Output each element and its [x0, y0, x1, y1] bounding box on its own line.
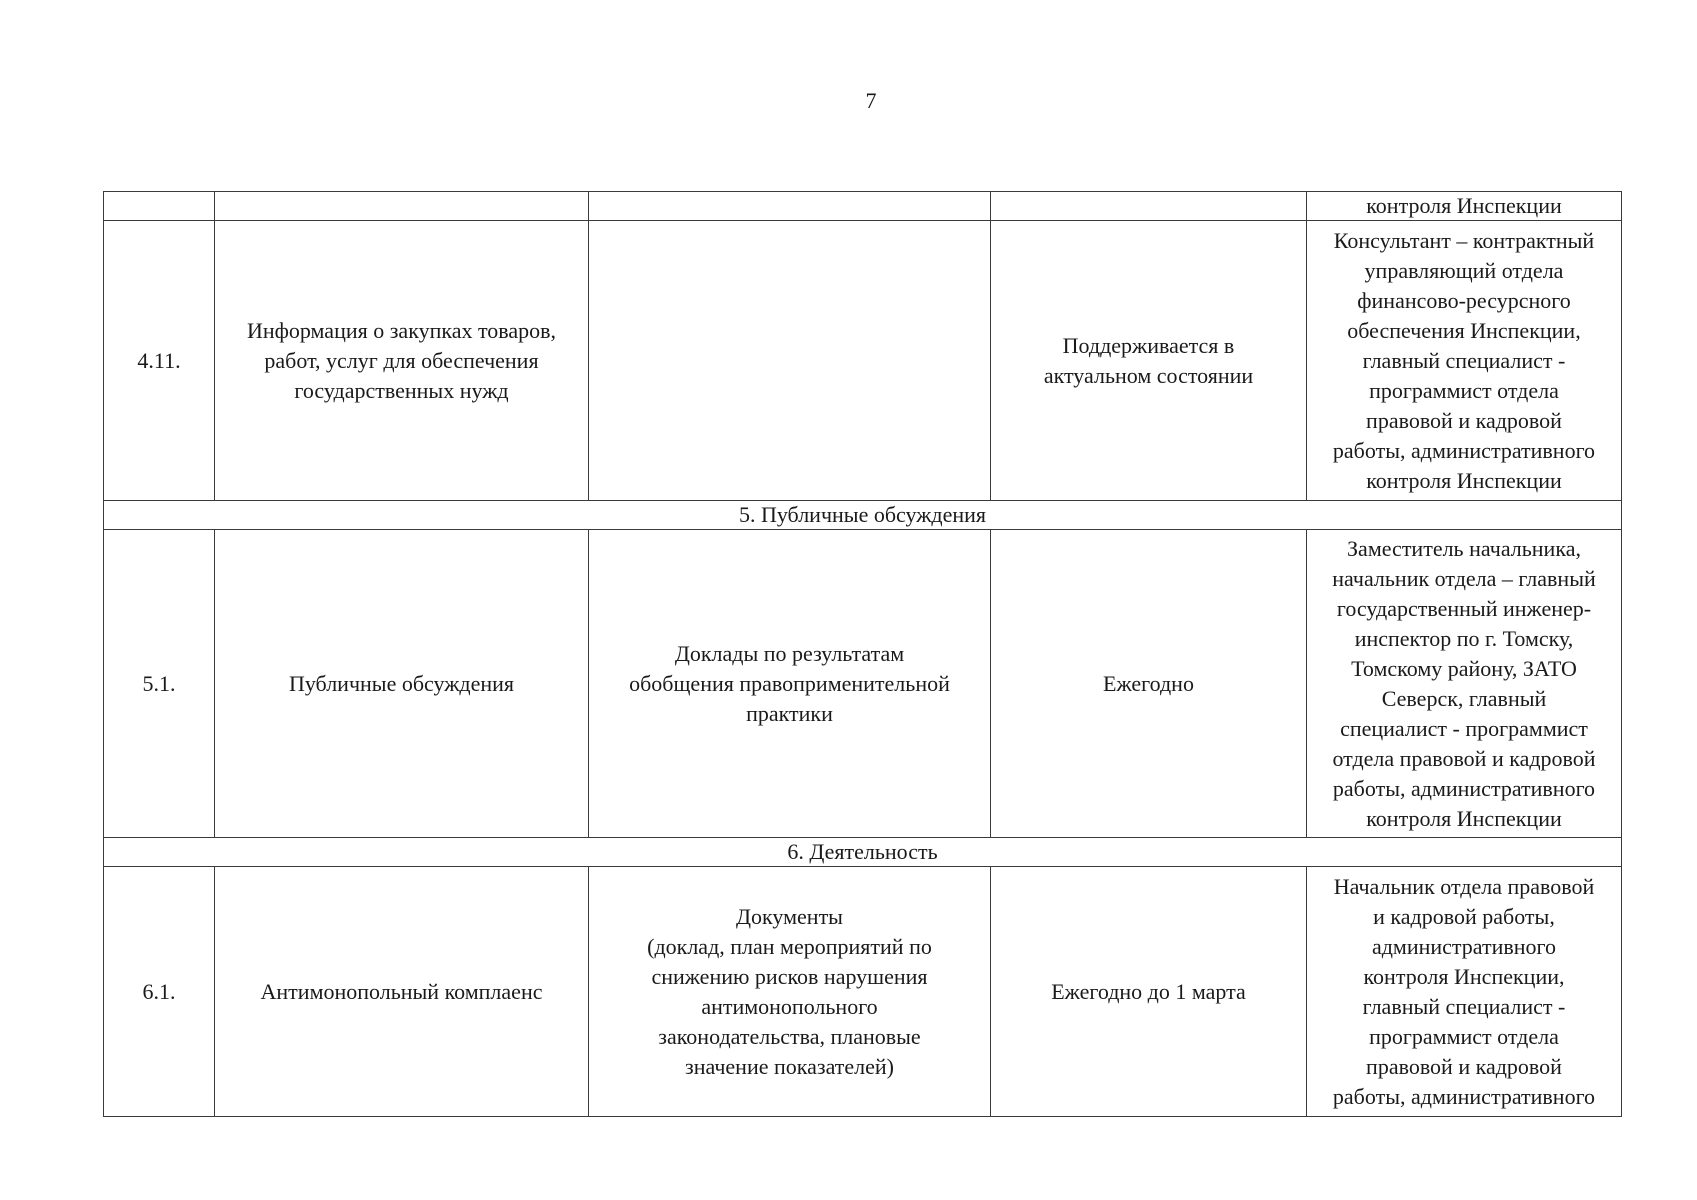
cell-responsible: Заместитель начальника, начальник отдела – главный государственный инженер- инспектор по г. Томску, Томскому району, ЗАТО Северск, главный специалист - программист отдела правовой и кадровой работы, административного контроля Инспекции [1307, 530, 1622, 838]
cell-form [589, 221, 991, 501]
table-row [104, 867, 1622, 1117]
cell-form [589, 192, 991, 221]
cell-deadline: Ежегодно [991, 530, 1307, 838]
cell-deadline: Поддерживается в актуальном состоянии [991, 221, 1307, 501]
cell-form: Документы (доклад, план мероприятий по снижению рисков нарушения антимонопольного законодательства, плановые значение показателей) [589, 867, 991, 1117]
cell-number: 6.1. [104, 867, 215, 1117]
cell-name: Антимонопольный комплаенс [215, 867, 589, 1117]
cell-form: Доклады по результатам обобщения правоприменительной практики [589, 530, 991, 838]
cell-name [215, 192, 589, 221]
section-header-row [104, 838, 1622, 867]
section-header-row [104, 501, 1622, 530]
section-title: 5. Публичные обсуждения [104, 501, 1622, 530]
section-title: 6. Деятельность [104, 838, 1622, 867]
table-row [104, 530, 1622, 838]
cell-number: 5.1. [104, 530, 215, 838]
cell-responsible: контроля Инспекции [1307, 192, 1622, 221]
cell-deadline [991, 192, 1307, 221]
cell-responsible: Консультант – контрактный управляющий отдела финансово-ресурсного обеспечения Инспекции, главный специалист - программист отдела правовой и кадровой работы, административного контроля Инспекции [1307, 221, 1622, 501]
page-number: 7 [865, 88, 877, 113]
table-row [104, 221, 1622, 501]
cell-number [104, 192, 215, 221]
cell-deadline: Ежегодно до 1 марта [991, 867, 1307, 1117]
table-row-continuation [104, 192, 1622, 221]
cell-responsible: Начальник отдела правовой и кадровой работы, административного контроля Инспекции, главный специалист - программист отдела правовой и кадровой работы, административного [1307, 867, 1622, 1117]
plan-table [103, 191, 1622, 1117]
cell-name: Публичные обсуждения [215, 530, 589, 838]
cell-name: Информация о закупках товаров, работ, услуг для обеспечения государственных нужд [215, 221, 589, 501]
cell-number: 4.11. [104, 221, 215, 501]
